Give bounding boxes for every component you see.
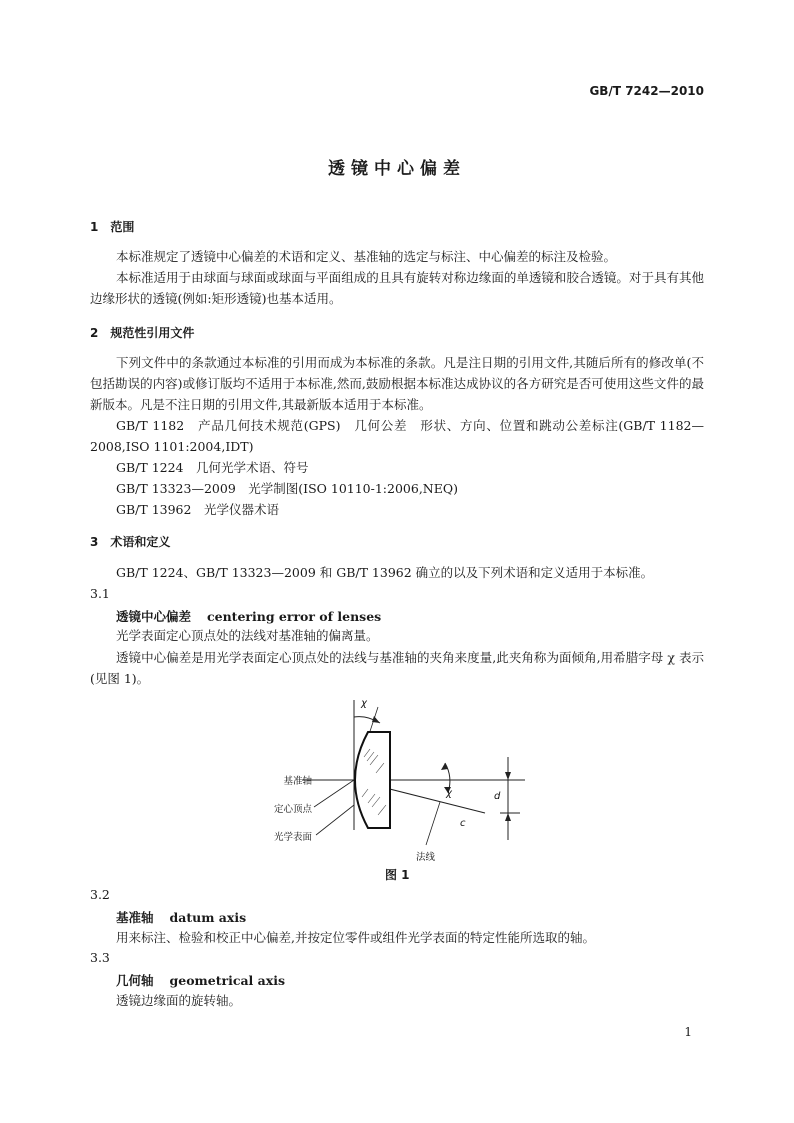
top-angle-arrowhead: [372, 716, 380, 723]
label-datum-axis: 基准轴: [283, 776, 312, 787]
term-3-2-chinese: 基准轴: [116, 910, 154, 925]
term-3-2: [116, 908, 246, 926]
reference-gbt-13962: GB/T 13962 光学仪器术语: [116, 502, 279, 517]
standard-number: GB/T 7242—2010: [589, 84, 704, 98]
figure-1-caption: 图 1: [385, 868, 410, 882]
term-3-1-english: centering error of lenses: [207, 609, 382, 624]
page-number: 1: [684, 1025, 692, 1039]
d-arrow-top: [505, 772, 511, 780]
term-3-3: [116, 971, 285, 989]
section-1-para-2: 本标准适用于由球面与球面或球面与平面组成的且具有旋转对称边缘面的单透镜和胶合透镜。对于具有其他边缘形状的透镜(例如:矩形透镜)也基本适用。: [90, 270, 704, 306]
term-3-1-number: 3.1: [90, 586, 110, 601]
vertex-leader: [314, 780, 354, 807]
term-3-1-chinese: 透镜中心偏差: [116, 609, 192, 624]
section-2-para-1: 下列文件中的条款通过本标准的引用而成为本标准的条款。凡是注日期的引用文件,其随后所有的修改单(不包括勘误的内容)或修订版均不适用于本标准,然而,鼓励根据本标准达成协议的各方研究是否可使用这些文件的最新版本。凡是不注日期的引用文件,其最新版本适用于本标准。: [90, 355, 704, 412]
lens-outline: [355, 732, 390, 828]
section-1-para-1: 本标准规定了透镜中心偏差的术语和定义、基准轴的选定与标注、中心偏差的标注及检验。: [116, 249, 617, 264]
label-normal: 法线: [416, 852, 436, 863]
symbol-c: c: [460, 818, 466, 829]
reference-gbt-1182: GB/T 1182 产品几何技术规范(GPS) 几何公差 形状、方向、位置和跳动公差标注(GB/T 1182—2008,ISO 1101:2004,IDT): [90, 418, 704, 454]
reference-gbt-13323: GB/T 13323—2009 光学制图(ISO 10110-1:2006,NEQ): [116, 481, 458, 496]
term-3-3-number: 3.3: [90, 950, 110, 965]
section-1-heading: 1 范围: [90, 220, 135, 234]
normal-leader: [426, 802, 440, 845]
document-title: 透镜中心偏差: [328, 159, 466, 179]
term-3-3-chinese: 几何轴: [116, 973, 154, 988]
term-3-3-definition: 透镜边缘面的旋转轴。: [116, 993, 242, 1008]
term-3-1-definition: 光学表面定心顶点处的法线对基准轴的偏离量。: [116, 628, 379, 643]
label-surface: 光学表面: [273, 832, 312, 843]
section-3-heading: 3 术语和定义: [90, 535, 171, 549]
symbol-d: d: [494, 791, 501, 802]
reference-gbt-1224: GB/T 1224 几何光学术语、符号: [116, 460, 309, 475]
label-vertex: 定心顶点: [273, 804, 312, 815]
section-3-intro: GB/T 1224、GB/T 13323—2009 和 GB/T 13962 确立的以及下列术语和定义适用于本标准。: [116, 565, 654, 580]
figure-1-diagram: [250, 695, 540, 865]
term-3-2-number: 3.2: [90, 887, 110, 902]
term-3-1-note: 透镜中心偏差是用光学表面定心顶点处的法线与基准轴的夹角来度量,此夹角称为面倾角,用希腊字母 χ 表示(见图 1)。: [90, 650, 704, 686]
term-3-2-english: datum axis: [169, 910, 247, 925]
term-3-2-definition: 用来标注、检验和校正中心偏差,并按定位零件或组件光学表面的特定性能所选取的轴。: [116, 930, 595, 945]
d-arrow-bottom: [505, 813, 511, 821]
surface-leader: [316, 805, 354, 835]
term-3-1: [116, 607, 381, 625]
section-2-heading: 2 规范性引用文件: [90, 326, 195, 340]
symbol-chi-mid: χ: [446, 788, 452, 799]
symbol-chi-top: χ: [361, 698, 367, 709]
term-3-3-english: geometrical axis: [169, 973, 285, 988]
